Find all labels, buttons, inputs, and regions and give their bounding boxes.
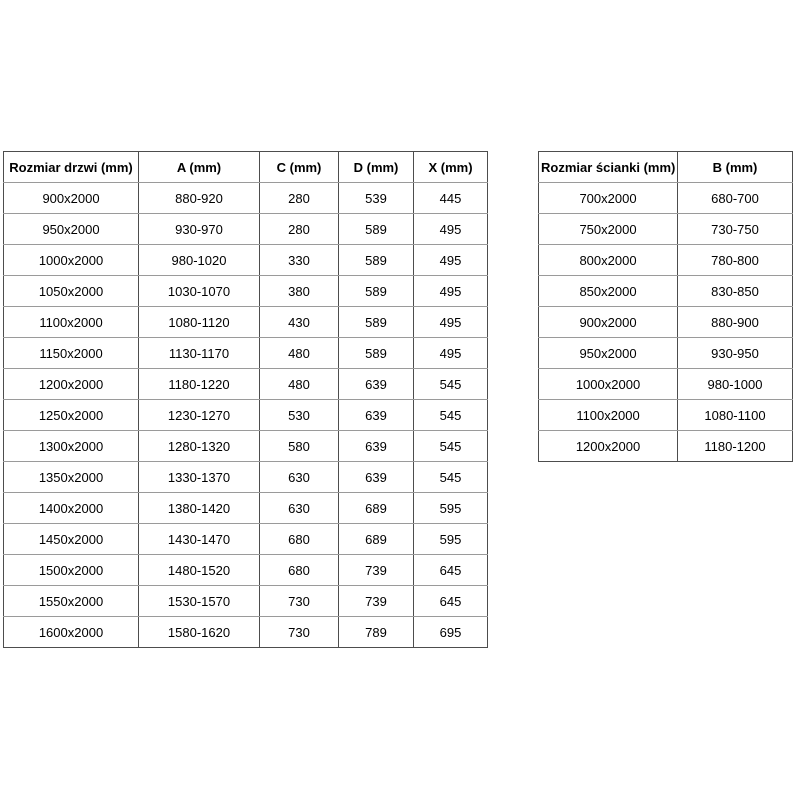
wall-size-table <box>538 151 793 462</box>
door-size-table <box>3 151 488 648</box>
column-header: C (mm) <box>260 152 339 183</box>
table-cell: 430 <box>260 307 339 338</box>
table-cell: 545 <box>414 462 488 493</box>
table-cell: 689 <box>339 524 414 555</box>
table-cell: 750x2000 <box>539 214 678 245</box>
table-cell: 1580-1620 <box>139 617 260 648</box>
table-cell: 1030-1070 <box>139 276 260 307</box>
table-cell: 280 <box>260 183 339 214</box>
table-cell: 639 <box>339 400 414 431</box>
table-cell: 730-750 <box>678 214 793 245</box>
table-cell: 1550x2000 <box>4 586 139 617</box>
table-cell: 739 <box>339 586 414 617</box>
table-cell: 1100x2000 <box>4 307 139 338</box>
door-table-header-row <box>4 152 488 183</box>
table-row <box>539 338 793 369</box>
table-row <box>4 586 488 617</box>
column-header: A (mm) <box>139 152 260 183</box>
table-row <box>4 493 488 524</box>
table-row <box>4 555 488 586</box>
column-header: D (mm) <box>339 152 414 183</box>
table-row <box>539 245 793 276</box>
table-cell: 680 <box>260 524 339 555</box>
table-cell: 595 <box>414 524 488 555</box>
table-cell: 730 <box>260 617 339 648</box>
table-cell: 1350x2000 <box>4 462 139 493</box>
table-row <box>4 276 488 307</box>
table-cell: 495 <box>414 338 488 369</box>
table-cell: 589 <box>339 245 414 276</box>
table-row <box>4 524 488 555</box>
table-row <box>4 400 488 431</box>
table-row <box>539 307 793 338</box>
table-row <box>4 338 488 369</box>
table-cell: 1400x2000 <box>4 493 139 524</box>
table-cell: 850x2000 <box>539 276 678 307</box>
table-cell: 630 <box>260 493 339 524</box>
table-cell: 589 <box>339 276 414 307</box>
table-cell: 1280-1320 <box>139 431 260 462</box>
table-cell: 1450x2000 <box>4 524 139 555</box>
table-row <box>4 431 488 462</box>
table-cell: 730 <box>260 586 339 617</box>
table-cell: 645 <box>414 586 488 617</box>
table-cell: 1530-1570 <box>139 586 260 617</box>
table-cell: 1200x2000 <box>539 431 678 462</box>
table-row <box>4 183 488 214</box>
table-cell: 789 <box>339 617 414 648</box>
table-cell: 1430-1470 <box>139 524 260 555</box>
table-cell: 1380-1420 <box>139 493 260 524</box>
table-cell: 950x2000 <box>539 338 678 369</box>
table-cell: 900x2000 <box>4 183 139 214</box>
table-cell: 739 <box>339 555 414 586</box>
table-cell: 1050x2000 <box>4 276 139 307</box>
table-row <box>4 369 488 400</box>
table-cell: 1600x2000 <box>4 617 139 648</box>
table-cell: 880-900 <box>678 307 793 338</box>
table-cell: 495 <box>414 307 488 338</box>
table-cell: 539 <box>339 183 414 214</box>
table-cell: 589 <box>339 338 414 369</box>
column-header: X (mm) <box>414 152 488 183</box>
table-cell: 1200x2000 <box>4 369 139 400</box>
table-cell: 545 <box>414 400 488 431</box>
table-cell: 1000x2000 <box>539 369 678 400</box>
table-cell: 495 <box>414 276 488 307</box>
table-cell: 900x2000 <box>539 307 678 338</box>
table-row <box>539 369 793 400</box>
table-row <box>539 276 793 307</box>
table-row <box>539 431 793 462</box>
table-cell: 545 <box>414 431 488 462</box>
table-cell: 1180-1220 <box>139 369 260 400</box>
table-cell: 1330-1370 <box>139 462 260 493</box>
column-header: Rozmiar drzwi (mm) <box>4 152 139 183</box>
wall-table-header-row <box>539 152 793 183</box>
table-cell: 695 <box>414 617 488 648</box>
table-row <box>4 462 488 493</box>
table-cell: 639 <box>339 431 414 462</box>
table-cell: 589 <box>339 307 414 338</box>
table-cell: 495 <box>414 245 488 276</box>
table-cell: 689 <box>339 493 414 524</box>
table-cell: 880-920 <box>139 183 260 214</box>
table-cell: 1080-1120 <box>139 307 260 338</box>
table-row <box>4 617 488 648</box>
table-cell: 1230-1270 <box>139 400 260 431</box>
table-cell: 950x2000 <box>4 214 139 245</box>
table-row <box>539 214 793 245</box>
table-cell: 680 <box>260 555 339 586</box>
table-cell: 595 <box>414 493 488 524</box>
table-cell: 445 <box>414 183 488 214</box>
table-cell: 330 <box>260 245 339 276</box>
table-cell: 1150x2000 <box>4 338 139 369</box>
table-cell: 930-950 <box>678 338 793 369</box>
table-cell: 700x2000 <box>539 183 678 214</box>
table-cell: 1480-1520 <box>139 555 260 586</box>
table-cell: 1130-1170 <box>139 338 260 369</box>
table-cell: 280 <box>260 214 339 245</box>
table-cell: 1300x2000 <box>4 431 139 462</box>
table-row <box>539 183 793 214</box>
table-cell: 480 <box>260 369 339 400</box>
table-cell: 980-1020 <box>139 245 260 276</box>
table-cell: 1100x2000 <box>539 400 678 431</box>
table-cell: 1000x2000 <box>4 245 139 276</box>
table-cell: 480 <box>260 338 339 369</box>
table-cell: 530 <box>260 400 339 431</box>
table-cell: 980-1000 <box>678 369 793 400</box>
table-cell: 645 <box>414 555 488 586</box>
table-cell: 495 <box>414 214 488 245</box>
table-cell: 1180-1200 <box>678 431 793 462</box>
table-cell: 680-700 <box>678 183 793 214</box>
table-cell: 589 <box>339 214 414 245</box>
table-cell: 639 <box>339 369 414 400</box>
column-header: B (mm) <box>678 152 793 183</box>
table-cell: 780-800 <box>678 245 793 276</box>
table-cell: 580 <box>260 431 339 462</box>
table-cell: 380 <box>260 276 339 307</box>
table-cell: 630 <box>260 462 339 493</box>
table-row <box>539 400 793 431</box>
table-cell: 1500x2000 <box>4 555 139 586</box>
table-cell: 1250x2000 <box>4 400 139 431</box>
table-cell: 830-850 <box>678 276 793 307</box>
table-row <box>4 307 488 338</box>
table-row <box>4 245 488 276</box>
table-cell: 1080-1100 <box>678 400 793 431</box>
column-header: Rozmiar ścianki (mm) <box>539 152 678 183</box>
table-cell: 639 <box>339 462 414 493</box>
table-cell: 800x2000 <box>539 245 678 276</box>
table-cell: 545 <box>414 369 488 400</box>
table-cell: 930-970 <box>139 214 260 245</box>
table-row <box>4 214 488 245</box>
